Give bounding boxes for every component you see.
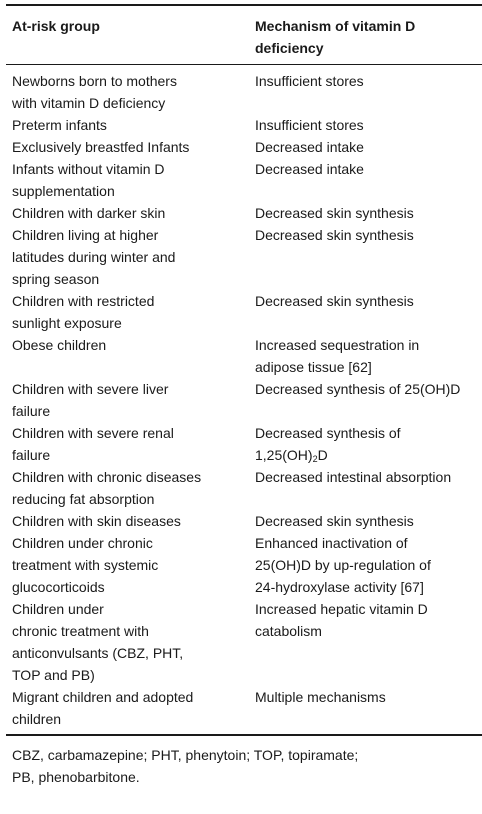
- cell-line: sunlight exposure: [12, 315, 122, 331]
- cell-mechanism: [255, 290, 480, 334]
- table-top-rule: [6, 4, 482, 6]
- cell-at-risk-group: [12, 224, 242, 290]
- table-row: [0, 532, 482, 598]
- cell-line: Decreased synthesis of 25(OH)D: [255, 381, 461, 397]
- table-footnote: [12, 744, 472, 788]
- table-row: [0, 136, 482, 158]
- cell-line: Children under: [12, 601, 104, 617]
- cell-line: Children with severe liver: [12, 381, 169, 397]
- cell-line: catabolism: [255, 623, 322, 639]
- header-at-risk-group: [12, 15, 240, 37]
- table-header-rule: [6, 64, 482, 65]
- cell-mechanism: [255, 686, 480, 730]
- table-row: [0, 158, 482, 202]
- cell-line: $1,25(OH)_2D$: [255, 447, 328, 464]
- cell-line: Children with chronic diseases: [12, 469, 202, 485]
- cell-at-risk-group: [12, 158, 242, 202]
- cell-mechanism: [255, 224, 480, 290]
- cell-line: Insufficient stores: [255, 117, 364, 133]
- cell-line: Increased hepatic vitamin D: [255, 601, 428, 617]
- cell-line: TOP and PB): [12, 667, 95, 683]
- cell-line: adipose tissue [62]: [255, 359, 372, 375]
- cell-line: Decreased intake: [255, 139, 364, 155]
- cell-line: with vitamin D deficiency: [12, 95, 166, 111]
- table-bottom-rule: [6, 734, 482, 736]
- footnote-line: PB, phenobarbitone.: [12, 769, 140, 785]
- cell-mechanism: [255, 158, 480, 202]
- cell-at-risk-group: [12, 136, 242, 158]
- cell-line: Children living at higher: [12, 227, 159, 243]
- table-row: [0, 334, 482, 378]
- cell-at-risk-group: [12, 114, 242, 136]
- table-row: [0, 70, 482, 114]
- table-row: [0, 202, 482, 224]
- cell-line: anticonvulsants (CBZ, PHT,: [12, 645, 184, 661]
- cell-mechanism: [255, 202, 480, 224]
- cell-at-risk-group: [12, 532, 242, 598]
- cell-line: Children with skin diseases: [12, 513, 181, 529]
- cell-at-risk-group: [12, 70, 242, 114]
- cell-line: Increased sequestration in: [255, 337, 420, 353]
- cell-line: Exclusively breastfed Infants: [12, 139, 190, 155]
- cell-line: 24-hydroxylase activity [67]: [255, 579, 424, 595]
- cell-line: Decreased skin synthesis: [255, 227, 414, 243]
- header-mechanism: [255, 15, 475, 59]
- cell-line: Obese children: [12, 337, 107, 353]
- cell-at-risk-group: [12, 422, 242, 466]
- cell-line: Decreased skin synthesis: [255, 205, 414, 221]
- table-row: [0, 510, 482, 532]
- cell-mechanism: [255, 114, 480, 136]
- cell-at-risk-group: [12, 290, 242, 334]
- cell-line: Decreased skin synthesis: [255, 513, 414, 529]
- table-row: [0, 290, 482, 334]
- cell-line: Infants without vitamin D: [12, 161, 165, 177]
- cell-at-risk-group: [12, 202, 242, 224]
- cell-mechanism: [255, 532, 480, 598]
- cell-line: failure: [12, 403, 51, 419]
- cell-at-risk-group: [12, 510, 242, 532]
- cell-line: 25(OH)D by up-regulation of: [255, 557, 431, 573]
- cell-line: Migrant children and adopted: [12, 689, 194, 705]
- header-line: deficiency: [255, 40, 324, 56]
- table-row: [0, 378, 482, 422]
- cell-line: latitudes during winter and: [12, 249, 176, 265]
- table-row: [0, 422, 482, 466]
- cell-line: treatment with systemic: [12, 557, 159, 573]
- cell-line: chronic treatment with: [12, 623, 149, 639]
- cell-line: Preterm infants: [12, 117, 107, 133]
- cell-line: Children under chronic: [12, 535, 153, 551]
- table-row: [0, 114, 482, 136]
- cell-mechanism: [255, 70, 480, 114]
- cell-mechanism: [255, 136, 480, 158]
- cell-line: Children with restricted: [12, 293, 155, 309]
- footnote-line: CBZ, carbamazepine; PHT, phenytoin; TOP, topiramate;: [12, 747, 359, 763]
- cell-line: Decreased skin synthesis: [255, 293, 414, 309]
- cell-mechanism: [255, 510, 480, 532]
- cell-line: Children with severe renal: [12, 425, 174, 441]
- cell-line: supplementation: [12, 183, 115, 199]
- cell-line: spring season: [12, 271, 100, 287]
- cell-line: children: [12, 711, 62, 727]
- cell-mechanism: [255, 598, 480, 686]
- cell-mechanism: [255, 466, 480, 510]
- table-row: [0, 466, 482, 510]
- cell-line: Decreased intestinal absorption: [255, 469, 452, 485]
- cell-at-risk-group: [12, 334, 242, 378]
- cell-at-risk-group: [12, 378, 242, 422]
- cell-at-risk-group: [12, 466, 242, 510]
- header-line: Mechanism of vitamin D: [255, 18, 416, 34]
- cell-line: glucocorticoids: [12, 579, 105, 595]
- table-body: [0, 70, 482, 730]
- table-row: [0, 686, 482, 730]
- cell-at-risk-group: [12, 686, 242, 730]
- header-line: At-risk group: [12, 18, 100, 34]
- table-row: [0, 224, 482, 290]
- cell-line: Multiple mechanisms: [255, 689, 386, 705]
- cell-line: Decreased synthesis of: [255, 425, 401, 441]
- table-row: [0, 598, 482, 686]
- cell-line: reducing fat absorption: [12, 491, 155, 507]
- cell-line: Decreased intake: [255, 161, 364, 177]
- cell-mechanism: [255, 334, 480, 378]
- cell-at-risk-group: [12, 598, 242, 686]
- cell-line: Insufficient stores: [255, 73, 364, 89]
- cell-line: Enhanced inactivation of: [255, 535, 408, 551]
- cell-mechanism: [255, 378, 480, 422]
- cell-line: failure: [12, 447, 51, 463]
- cell-line: Children with darker skin: [12, 205, 166, 221]
- cell-mechanism: [255, 422, 480, 466]
- cell-line: Newborns born to mothers: [12, 73, 177, 89]
